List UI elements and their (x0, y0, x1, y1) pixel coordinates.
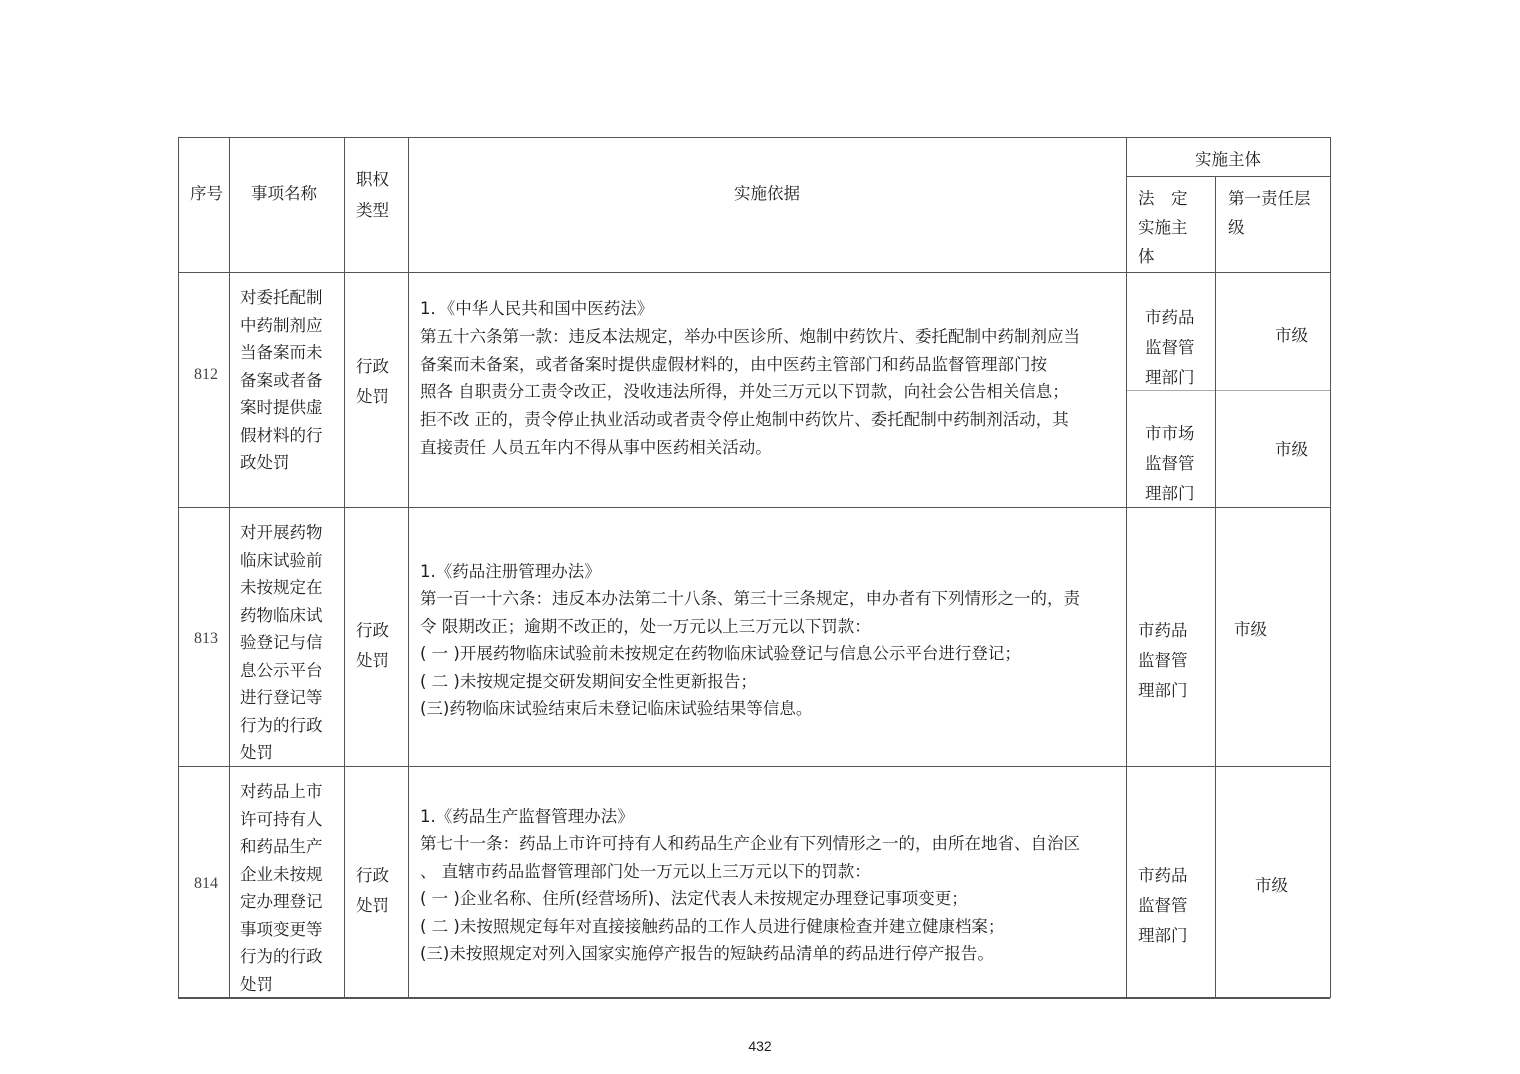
table-border (178, 137, 1330, 138)
table-border (178, 137, 179, 998)
header-legal-subject: 法 定 实施主 体 (1138, 189, 1188, 266)
row-name: 对开展药物 临床试验前 未按规定在 药物临床试 验登记与信 息公示平台 进行登记等 行为的行政 处罚 (240, 523, 323, 762)
table-border (178, 997, 1330, 999)
header-name: 事项名称 (251, 184, 317, 203)
header-subject: 实施主体 (1195, 150, 1261, 169)
table-border (408, 137, 409, 998)
row-name: 对药品上市 许可持有人 和药品生产 企业未按规 定办理登记 事项变更等 行为的行政 处罚 (240, 782, 323, 994)
row-level: 市级 (1255, 876, 1288, 895)
header-type: 职权 类型 (356, 170, 389, 220)
row-name: 对委托配制 中药制剂应 当备案而未 备案或者备 案时提供虚 假材料的行 政处罚 (240, 288, 323, 472)
row-type: 行政 处罚 (356, 357, 389, 406)
row-authority: 市药品 监督管 理部门 (1145, 308, 1195, 387)
header-first-level: 第一责任层 级 (1228, 189, 1311, 237)
table-border (178, 766, 1330, 767)
table-border (344, 137, 345, 998)
table-border (178, 272, 1330, 273)
row-authority: 市药品 监督管 理部门 (1138, 866, 1188, 945)
header-basis: 实施依据 (734, 184, 800, 203)
header-seq: 序号 (190, 184, 223, 203)
row-level: 市级 (1234, 620, 1267, 639)
row-seq: 813 (194, 630, 218, 647)
row-type: 行政 处罚 (356, 866, 389, 915)
row-seq: 812 (194, 366, 218, 383)
row-authority: 市市场 监督管 理部门 (1145, 424, 1195, 503)
page-number: 432 (748, 1038, 772, 1054)
row-basis: 1.《药品生产监督管理办法》 第七十一条：药品上市许可持有人和药品生产企业有下列情形之一的，由所在地省、自治区 、 直辖市药品监督管理部门处一万元以上三万元以下的罚款： ( 一 )企业名称、住所(经营场所)、法定代表人未按规定办理登记事项变更； ( 二 )未按照规定每年对直接接触药品的工作人员进行健康检查并建立健康档案； (三)未按照规定对列入国家实施停产报告的短缺药品清单的药品进行停产报告。 (420, 807, 1080, 964)
table-border (1330, 137, 1331, 998)
row-level: 市级 (1275, 326, 1308, 345)
table-border (1126, 137, 1127, 998)
table-border (1215, 176, 1216, 998)
row-authority: 市药品 监督管 理部门 (1138, 621, 1188, 700)
table-border (229, 137, 230, 998)
row-level: 市级 (1275, 440, 1308, 459)
table-border (1126, 176, 1330, 177)
row-basis: 1.《药品注册管理办法》 第一百一十六条：违反本办法第二十八条、第三十三条规定，申办者有下列情形之一的，责 令 限期改正；逾期不改正的，处一万元以上三万元以下罚款： ( 一 )开展药物临床试验前未按规定在药物临床试验登记与信息公示平台进行登记； ( 二 )未按规定提交研发期间安全性更新报告； (三)药物临床试验结束后未登记临床试验结果等信息。 (420, 562, 1080, 719)
row-type: 行政 处罚 (356, 621, 389, 670)
row-seq: 814 (194, 875, 218, 892)
row-basis: 1．《中华人民共和国中医药法》 第五十六条第一款：违反本法规定，举办中医诊所、炮制中药饮片、委托配制中药制剂应当 备案而未备案，或者备案时提供虚假材料的，由中医药主管部门和药品监督管理部门按 照各 自职责分工责令改正，没收违法所得，并处三万元以下罚款，向社会公告相关信息； 拒不改 正的，责令停止执业活动或者责令停止炮制中药饮片、委托配制中药制剂活动，其 直接责任 人员五年内不得从事中医药相关活动。 (420, 299, 1080, 457)
